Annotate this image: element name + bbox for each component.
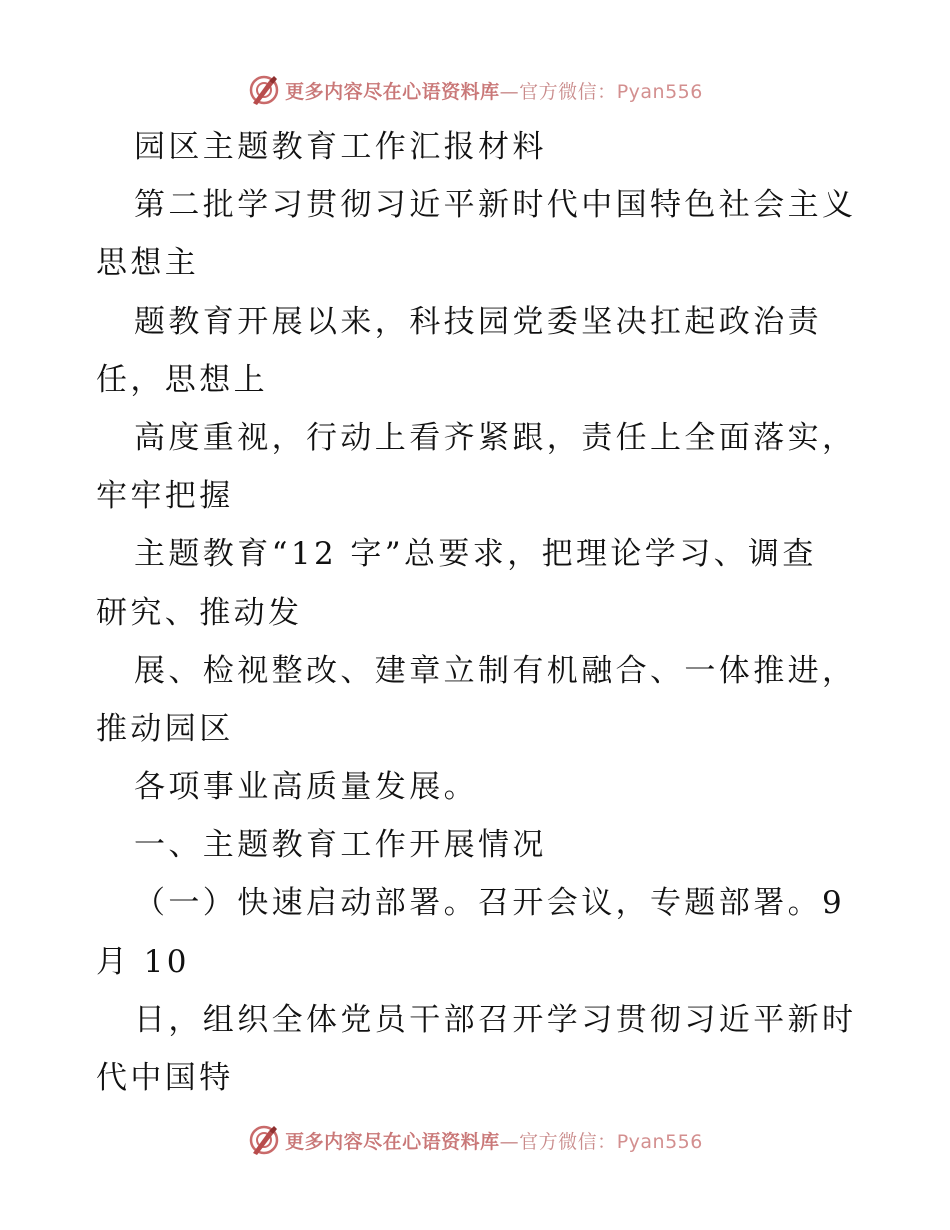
- watermark-text: [285, 77, 703, 104]
- text-line: 任，思想上: [96, 361, 268, 398]
- text-line: 第二批学习贯彻习近平新时代中国特色社会主义: [134, 187, 857, 224]
- text-line: 推动园区: [96, 710, 234, 747]
- footer-watermark: [0, 1120, 950, 1160]
- text-line: 展、检视整改、建章立制有机融合、一体推进，: [134, 652, 857, 689]
- watermark-dash: —: [499, 80, 520, 103]
- text-line: 代中国特: [96, 1060, 234, 1096]
- watermark-brand: 更多内容尽在心语资料库: [285, 80, 500, 103]
- text-line: 研究、推动发: [96, 594, 303, 631]
- watermark-dash: —: [499, 1130, 520, 1153]
- text-line: 园区主题教育工作汇报材料: [134, 129, 547, 165]
- text-line: 主题教育“12 字”总要求，把理论学习、调查: [134, 536, 817, 573]
- watermark-label: 官方微信：: [519, 80, 617, 103]
- watermark-wechat-id: Pyan556: [616, 80, 703, 103]
- watermark-label: 官方微信：: [519, 1130, 617, 1153]
- text-line: 月 10: [96, 943, 190, 980]
- text-line: 思想主: [96, 245, 200, 282]
- text-line: 高度重视，行动上看齐紧跟，责任上全面落实，: [134, 419, 857, 456]
- text-line: （一）快速启动部署。召开会议，专题部署。9: [134, 885, 846, 922]
- text-line: 牢牢把握: [96, 478, 234, 515]
- text-line: 日，组织全体党员干部召开学习贯彻习近平新时: [134, 1001, 857, 1038]
- document-body: [96, 118, 876, 1107]
- header-watermark: [0, 70, 950, 110]
- watermark-text: [285, 1127, 703, 1154]
- watermark-brand: 更多内容尽在心语资料库: [285, 1130, 500, 1153]
- text-line: 各项事业高质量发展。: [134, 769, 478, 806]
- watermark-wechat-id: Pyan556: [616, 1130, 703, 1153]
- pen-logo-icon: [247, 1123, 281, 1157]
- pen-logo-icon: [247, 73, 281, 107]
- text-line: 一、主题教育工作开展情况: [134, 827, 547, 864]
- text-line: 题教育开展以来，科技园党委坚决扛起政治责: [134, 303, 822, 340]
